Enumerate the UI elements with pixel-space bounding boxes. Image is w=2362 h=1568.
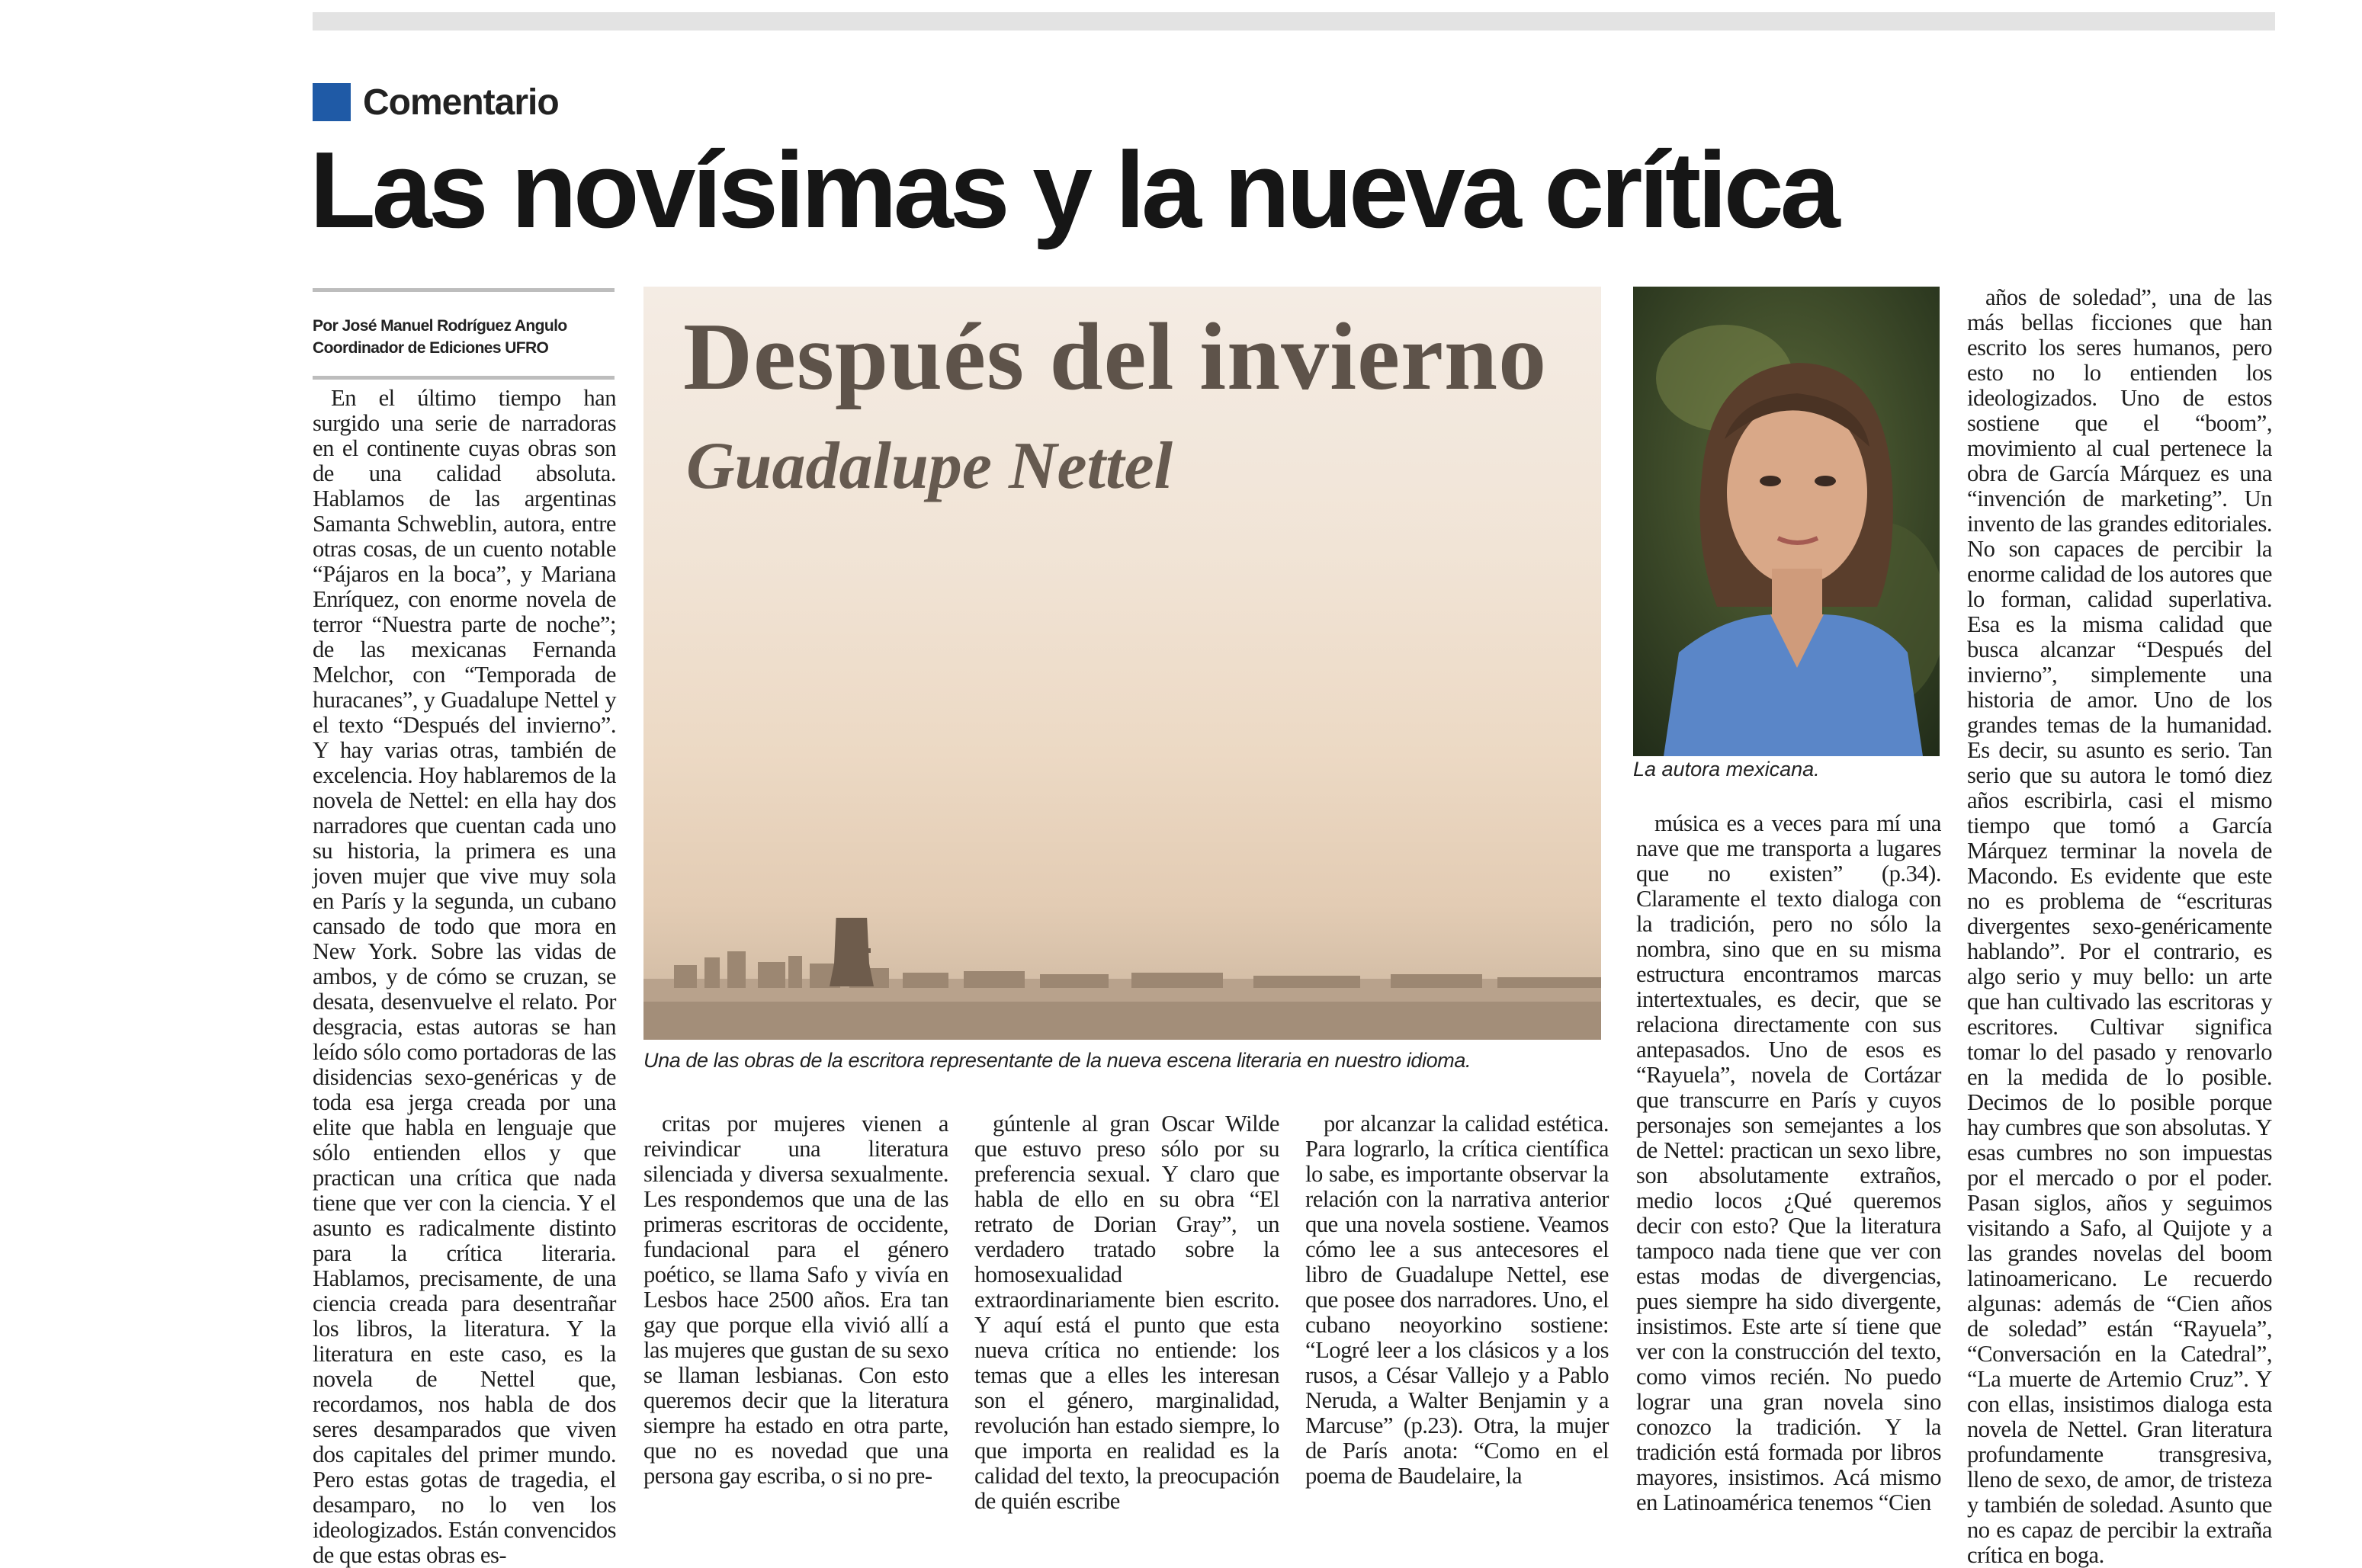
top-rule bbox=[313, 12, 2275, 30]
article-column-4 bbox=[1305, 1111, 1609, 1489]
column-3-text: gúntenle al gran Oscar Wilde que estuvo preso sólo por su preferencia sexual. Y claro que habla de ello en su obra “El retrato de Dorian Gray”, un verdadero tratado sobre la homosexualidad extraordinariamente bien escrito. Y aquí está el punto que esta nueva crítica no entiende: los temas que a elles les interesan son el género, marginalidad, revolución han estado siempre, lo que importa en realidad es la calidad del texto, la preocupación de quién escribe bbox=[974, 1111, 1279, 1514]
column-5-text: música es a veces para mí una nave que me transporta a lugares que no existen” (p.34). Claramente el texto dialoga con la tradición, pero no sólo la nombra, sino que en su misma estructura encontramos marcas intertextuales, es decir, que se relaciona directamente con sus antepasados. Uno de esos es “Rayuela”, novela de Cortázar que transcurre en París y cuyos personajes son semejantes a los de Nettel: practican un sexo libre, son absolutamente extraños, medio locos ¿Qué queremos decir con esto? Que la literatura tampoco nada tiene que ver con estas modas de divergencias, pues siempre ha sido divergente, insistimos. Este arte sí tiene que ver con la construcción del texto, como vimos recién. No puedo lograr una gran novela sino conozco la tradición. Y la tradición está formada por libros mayores, insistimos. Acá mismo en Latinoamérica tenemos “Cien bbox=[1636, 810, 1941, 1515]
headline: Las novísimas y la nueva crítica bbox=[310, 130, 1837, 251]
author-portrait-photo bbox=[1633, 287, 1940, 756]
article-column-6 bbox=[1967, 285, 2272, 1568]
column-6-text: años de soledad”, una de las más bellas ficciones que han escrito los seres humanos, pero esto no lo entienden los ideologizados. Uno de estos sostiene que el “boom”, movimiento al cual pertenece la obra de García Márquez es una “invención de marketing”. Un invento de las grandes editoriales. No son capaces de percibir la enorme calidad de los autores que lo forman, calidad superlativa. Esa es la misma calidad que busca alcanzar “Después del invierno”, simplemente una historia de amor. Uno de los grandes temas de la humanidad. Es decir, su asunto es serio. Tan serio que su autora le tomó diez años escribirla, casi el mismo tiempo que tomó a García Márquez terminar la novela de Macondo. Es evidente que este no es problema de “escrituras divergentes sexo-genéricamente hablando”. Por el contrario, es algo serio y muy bello: un arte que han cultivado las escritoras y escritores. Cultivar significa tomar lo del pasado y renovarlo en la medida de lo posible. Decimos de lo posible porque hay cumbres que son absolutas. Y esas cumbres no son impuestas por el mercado o por el poder. Pasan siglos, años y seguimos visitando a Safo, al Quijote y a las grandes novelas del boom latinoamericano. Le recuerdo algunas: además de “Cien años de soledad” están “Rayuela”, “Conversación en la Catedral”, “La muerte de Artemio Cruz”. Y con ellas, insistimos dialoga esta novela de Nettel. Gran literatura profundamente transgresiva, lleno de sexo, de amor, de tristeza y también de soledad. Asunto que no es capaz de percibir la extraña crítica en boga. bbox=[1967, 284, 2272, 1568]
book-cover-photo bbox=[643, 287, 1601, 1040]
author-portrait-illustration bbox=[1633, 287, 1940, 756]
book-cover-author: Guadalupe Nettel bbox=[686, 429, 1173, 503]
byline-author: Por José Manuel Rodríguez Angulo bbox=[313, 317, 567, 335]
article-column-2 bbox=[643, 1111, 948, 1489]
column-4-text: por alcanzar la calidad estética. Para lograrlo, la crítica científica lo sabe, es importante observar la relación con la narrativa anterior que una novela sostiene. Veamos cómo lee a sus antecesores el libro de Guadalupe Nettel, ese que posee dos narradores. Uno, el cubano neoyorkino sostiene: “Logré leer a los clásicos y a los rusos, a César Vallejo y a Pablo Neruda, a Walter Benjamin y a Marcuse” (p.23). Otra, la mujer de París anota: “Como en el poema de Baudelaire, la bbox=[1305, 1111, 1609, 1489]
section-kicker bbox=[313, 81, 559, 123]
article-column-3 bbox=[974, 1111, 1279, 1514]
book-cover-caption: Una de las obras de la escritora representante de la nueva escena literaria en nuestro idioma. bbox=[643, 1049, 1471, 1072]
column-2-text: critas por mujeres vienen a reivindicar una literatura silenciada y diversa sexualmente. Les respondemos que una de las primeras escritoras de occidente, fundacional para el género poético, se llama Safo y vivía en Lesbos hace 2500 años. Era tan gay que porque ella vivió allí a las mujeres que gustan de su sexo se llaman lesbianas. Con esto queremos decir que la literatura siempre ha estado en otra parte, que no es novedad que una persona gay escriba, o si no pre- bbox=[643, 1111, 948, 1489]
article-column-1 bbox=[313, 386, 616, 1568]
book-cover-title: Después del invierno bbox=[683, 304, 1548, 410]
article-column-5 bbox=[1636, 811, 1941, 1515]
byline-role: Coordinador de Ediciones UFRO bbox=[313, 339, 549, 357]
paris-skyline-illustration bbox=[643, 918, 1601, 1040]
section-label: Comentario bbox=[363, 82, 559, 123]
byline bbox=[313, 288, 615, 380]
author-portrait-caption: La autora mexicana. bbox=[1633, 758, 1820, 781]
column-1-text: En el último tiempo han surgido una serie de narradoras en el continente cuyas obras son de una calidad absoluta. Hablamos de las argentinas Samanta Schweblin, autora, entre otras cosas, de un cuento notable “Pájaros en la boca”, y Mariana Enríquez, con enorme novela de terror “Nuestra parte de noche”; de las mexicanas Fernanda Melchor, con “Temporada de huracanes”, y Guadalupe Nettel y el texto “Después del invierno”. Y hay varias otras, también de excelencia. Hoy hablaremos de la novela de Nettel: en ella hay dos narradores que cuentan cada uno su historia, la primera es una joven mujer que vive muy sola en París y la segunda, un cubano cansado de todo que mora en New York. Sobre las vidas de ambos, y de cómo se cruzan, se desata, desenvuelve el relato. Por desgracia, estas autoras se han leído sólo como portadoras de las disidencias sexo-genéricas y de toda esa jerga creada por una elite que habla en lenguaje que sólo entienden ellos y que practican una crítica que nada tiene que ver con la ciencia. Y el asunto es radicalmente distinto para la crítica literaria. Hablamos, precisamente, de una ciencia creada para desentrañar los libros, la literatura. Y la literatura en este caso, es la novela de Nettel que, recordamos, nos habla de dos seres desamparados que viven dos capitales del primer mundo. Pero estas gotas de tragedia, el desamparo, no lo ven los ideologizados. Están convencidos de que estas obras es- bbox=[313, 385, 616, 1568]
section-marker-square bbox=[313, 83, 351, 121]
